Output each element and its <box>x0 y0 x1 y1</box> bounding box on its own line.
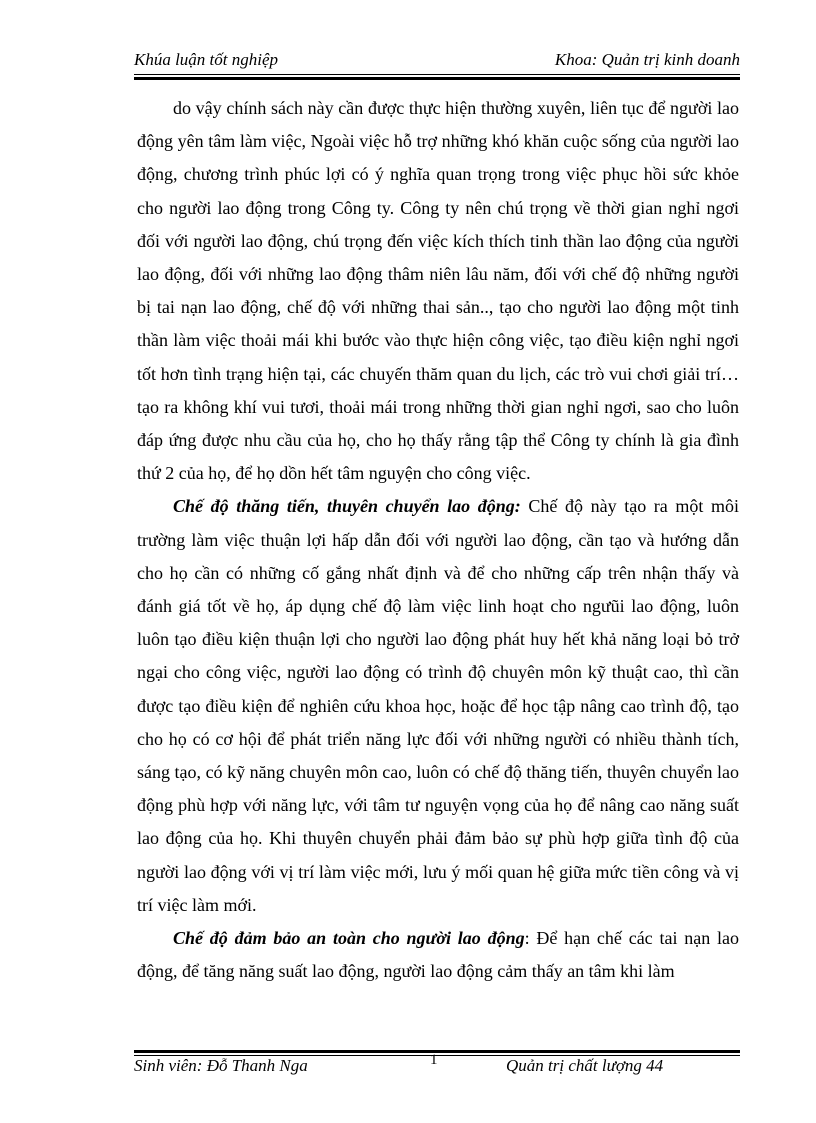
paragraph-welfare: do vậy chính sách này cần được thực hiện thường xuyên, liên tục để người lao động yên tâm làm việc, Ngoài việc hỗ trợ những khó khăn cuộc sống của người lao động, chương trình phúc lợi có ý nghĩa quan trọng trong việc phục hồi sức khỏe cho người lao động trong Công ty. Công ty nên chú trọng về thời gian nghỉ ngơi đối với người lao động, chú trọng đến việc kích thích tinh thần lao động của người lao động, đối với những lao động thâm niên lâu năm, đối với chế độ những người bị tai nạn lao động, chế độ với những thai sản.., tạo cho người lao động một tinh thần làm việc thoải mái khi bước vào thực hiện công việc, tạo điều kiện nghỉ ngơi tốt hơn tình trạng hiện tại, các chuyến thăm quan du lịch, các trò vui chơi giải trí… tạo ra không khí vui tươi, thoải mái trong những thời gian nghỉ ngơi, sao cho luôn đáp ứng được nhu cầu của họ, cho họ thấy rằng tập thể Công ty chính là gia đình thứ 2 của họ, để họ dồn hết tâm nguyện cho công việc. <box>137 98 739 484</box>
page-number: 1 <box>430 1052 438 1068</box>
header-thesis-title: Khúa luận tốt nghiệp <box>134 50 279 69</box>
header-rule-thin <box>134 74 740 75</box>
header-rule-thick <box>134 77 740 80</box>
term-safety: Chế độ đảm bảo an toàn cho người lao động <box>173 928 525 949</box>
paragraph-safety-text: : Để hạn chế các tai nạn lao động, để tăng năng suất lao động, người lao động cảm thấy an tâm khi làm <box>137 928 739 982</box>
page-header <box>134 46 740 74</box>
paragraph-safety <box>137 922 739 988</box>
footer-student: Sinh viên: Đỗ Thanh Nga <box>134 1056 308 1075</box>
footer-class: Quản trị chất lượng 44 <box>506 1056 664 1075</box>
paragraph-promotion <box>137 490 739 922</box>
term-promotion: Chế độ thăng tiến, thuyên chuyển lao động: <box>173 496 521 517</box>
paragraph-promotion-text: Chế độ này tạo ra một môi trường làm việc thuận lợi hấp dẫn đối với người lao động, cần tạo và hướng dẫn cho họ cần có những cố gắng nhất định và để cho những cấp trên nhận thấy và đánh giá tốt về họ, áp dụng chế độ làm việc linh hoạt cho ngưũi lao động, luôn luôn tạo điều kiện thuận lợi cho người lao động phát huy hết khả năng loại bỏ trở ngại cho công việc, người lao động có trình độ chuyên môn kỹ thuật cao, thì cần được tạo điều kiện để nghiên cứu khoa học, hoặc để học tập nâng cao trình độ, tạo cho họ có cơ hội để phát triển năng lực đối với những người có nhiều thành tích, sáng tạo, có kỹ năng chuyên môn cao, luôn có chế độ thăng tiến, thuyên chuyển lao động phù hợp với năng lực, với tâm tư nguyện vọng của họ để nâng cao năng suất lao động của họ. Khi thuyên chuyển phải đảm bảo sự phù hợp giữa tình độ của người lao động với vị trí làm việc mới, lưu ý mối quan hệ giữa mức tiền công và vị trí việc làm mới. <box>137 496 739 915</box>
page-footer <box>134 1052 740 1080</box>
document-body <box>137 92 739 988</box>
header-faculty: Khoa: Quản trị kinh doanh <box>554 50 740 69</box>
